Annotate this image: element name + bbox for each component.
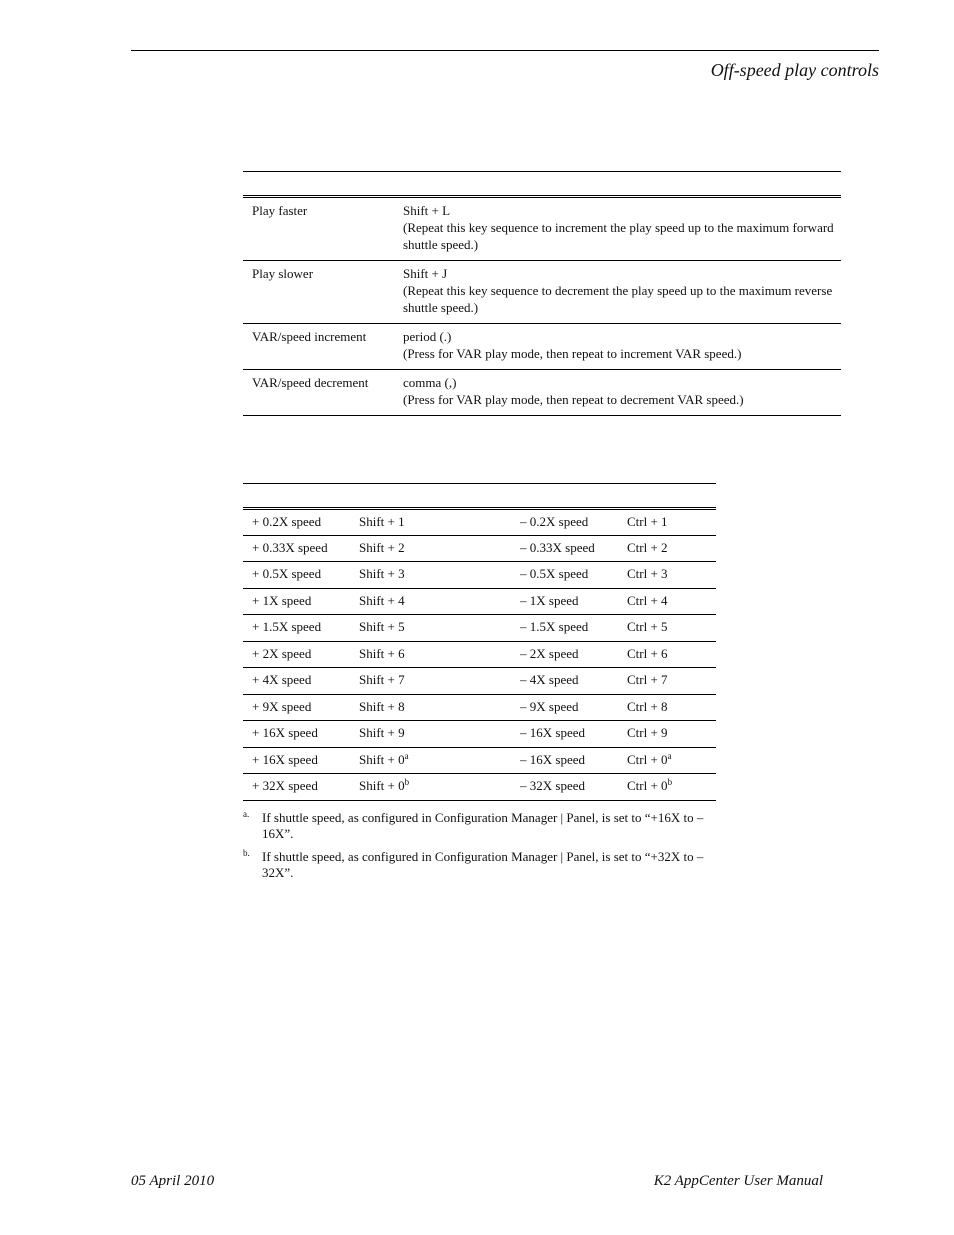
reverse-keys-cell-text: Ctrl + 0: [627, 751, 668, 767]
forward-keys-cell: [350, 747, 511, 774]
table-row: [243, 370, 841, 416]
reverse-keys-cell-text: Ctrl + 6: [627, 645, 668, 661]
reverse-speed-cell: [511, 588, 618, 615]
table-row: [243, 774, 716, 801]
reverse-speed-cell: [511, 509, 618, 536]
forward-keys-cell-text: Shift + 4: [359, 592, 405, 608]
shortcut-keys: Shift + L: [403, 203, 451, 218]
forward-keys-cell: [350, 641, 511, 668]
forward-speed-cell: [243, 509, 350, 536]
reverse-speed-cell: [511, 615, 618, 642]
reverse-keys-cell-text: Ctrl + 2: [627, 539, 668, 555]
table1-body: [243, 197, 841, 416]
table-row: [243, 588, 716, 615]
table2-top-rule: [243, 483, 716, 484]
shortcut-keys: period (.): [403, 329, 452, 344]
footnote-mark: a.: [243, 809, 250, 819]
shortcut-note: (Repeat this key sequence to increment the play speed up to the maximum forward shuttle speed.): [403, 220, 834, 252]
shortcut-note: (Repeat this key sequence to decrement the play speed up to the maximum reverse shuttle speed.): [403, 283, 833, 315]
forward-keys-cell: [350, 588, 511, 615]
table1-top-rule: [243, 171, 841, 172]
reverse-speed-cell: [511, 562, 618, 589]
forward-keys-cell-text: Shift + 0: [359, 751, 405, 767]
reverse-speed-cell: [511, 641, 618, 668]
forward-keys-cell-text: Shift + 5: [359, 619, 405, 634]
forward-speed-cell: [243, 641, 350, 668]
forward-keys-cell: [350, 694, 511, 721]
forward-keys-cell: [350, 535, 511, 562]
footnote-a: [243, 810, 723, 842]
reverse-keys-cell: [618, 694, 716, 721]
action-cell: VAR/speed decrement: [243, 370, 394, 416]
forward-speed-cell-text: + 0.33X speed: [252, 539, 328, 555]
forward-keys-cell: [350, 668, 511, 695]
forward-speed-cell-text: + 0.2X speed: [252, 514, 322, 529]
table-row: [243, 562, 716, 589]
forward-speed-cell: [243, 668, 350, 695]
table-row: [243, 694, 716, 721]
table-row: [243, 721, 716, 748]
table-row: [243, 747, 716, 774]
action-cell: VAR/speed increment: [243, 324, 394, 370]
reverse-keys-cell: [618, 588, 716, 615]
shortcut-cell: [394, 261, 841, 324]
forward-keys-cell-text: Shift + 3: [359, 566, 405, 581]
forward-speed-cell-text: + 16X speed: [252, 751, 318, 767]
reverse-keys-cell: [618, 535, 716, 562]
reverse-speed-cell: [511, 747, 618, 774]
forward-speed-cell-text: + 4X speed: [252, 672, 312, 687]
forward-speed-cell: [243, 588, 350, 615]
shortcut-cell: [394, 324, 841, 370]
reverse-keys-cell-text: Ctrl + 3: [627, 566, 668, 581]
forward-keys-cell: [350, 562, 511, 589]
reverse-keys-cell: [618, 668, 716, 695]
forward-keys-cell-text: Shift + 9: [359, 725, 405, 740]
reverse-speed-cell-text: – 4X speed: [520, 672, 579, 687]
shortcut-note: (Press for VAR play mode, then repeat to decrement VAR speed.): [403, 392, 744, 407]
forward-keys-cell-text: Shift + 0: [359, 778, 405, 793]
shortcut-cell: [394, 370, 841, 416]
forward-speed-cell: [243, 721, 350, 748]
reverse-keys-cell: [618, 747, 716, 774]
speed-shortcuts-table: [243, 507, 716, 801]
forward-speed-cell: [243, 615, 350, 642]
reverse-keys-cell: [618, 641, 716, 668]
reverse-speed-cell-text: – 0.33X speed: [520, 539, 595, 555]
keyboard-shortcuts-table: [243, 195, 841, 416]
reverse-keys-cell-text: Ctrl + 0: [627, 778, 668, 793]
forward-speed-cell: [243, 694, 350, 721]
footer-date: 05 April 2010: [131, 1173, 215, 1189]
shortcut-keys: comma (,): [403, 375, 457, 390]
reverse-keys-cell: [618, 721, 716, 748]
reverse-speed-cell: [511, 694, 618, 721]
footnote-ref: b: [667, 777, 673, 787]
forward-speed-cell-text: + 1X speed: [252, 592, 312, 608]
footnote-text: If shuttle speed, as configured in Configuration Manager | Panel, is set to “+32X to –32X”.: [262, 849, 704, 880]
reverse-speed-cell-text: – 32X speed: [520, 778, 585, 793]
forward-speed-cell-text: + 16X speed: [252, 725, 318, 740]
reverse-speed-cell: [511, 774, 618, 801]
forward-keys-cell-text: Shift + 8: [359, 698, 405, 714]
table-row: [243, 197, 841, 261]
reverse-speed-cell: [511, 721, 618, 748]
footnote-ref: a: [404, 750, 409, 761]
forward-speed-cell-text: + 32X speed: [252, 778, 318, 793]
table-row: [243, 641, 716, 668]
action-cell: Play faster: [243, 197, 394, 261]
reverse-speed-cell-text: – 16X speed: [520, 751, 585, 767]
footnote-ref: a: [667, 750, 672, 761]
forward-keys-cell-text: Shift + 2: [359, 539, 405, 555]
reverse-speed-cell-text: – 9X speed: [520, 698, 579, 714]
reverse-speed-cell-text: – 0.5X speed: [520, 566, 589, 581]
header-rule: [131, 50, 879, 51]
reverse-keys-cell: [618, 509, 716, 536]
reverse-keys-cell-text: Ctrl + 9: [627, 725, 668, 740]
reverse-keys-cell: [618, 774, 716, 801]
page-title: Off-speed play controls: [710, 60, 879, 80]
forward-keys-cell-text: Shift + 6: [359, 645, 405, 661]
forward-speed-cell-text: + 1.5X speed: [252, 619, 322, 634]
forward-keys-cell-text: Shift + 1: [359, 514, 405, 529]
reverse-speed-cell: [511, 668, 618, 695]
forward-speed-cell-text: + 2X speed: [252, 645, 312, 661]
footnote-b: [243, 849, 723, 881]
reverse-keys-cell: [618, 615, 716, 642]
forward-speed-cell: [243, 535, 350, 562]
reverse-speed-cell-text: – 1X speed: [520, 592, 579, 608]
forward-speed-cell: [243, 747, 350, 774]
forward-keys-cell: [350, 615, 511, 642]
reverse-keys-cell-text: Ctrl + 8: [627, 698, 668, 714]
table-row: [243, 535, 716, 562]
reverse-speed-cell-text: – 0.2X speed: [520, 514, 589, 529]
footer-manual-title: K2 AppCenter User Manual: [653, 1173, 823, 1189]
table2-body: [243, 509, 716, 801]
forward-keys-cell: [350, 774, 511, 801]
reverse-speed-cell: [511, 535, 618, 562]
footnote-mark: b.: [243, 848, 250, 858]
forward-speed-cell: [243, 562, 350, 589]
forward-keys-cell: [350, 721, 511, 748]
reverse-speed-cell-text: – 2X speed: [520, 645, 579, 661]
forward-speed-cell-text: + 0.5X speed: [252, 566, 322, 581]
forward-keys-cell-text: Shift + 7: [359, 672, 405, 687]
shortcut-note: (Press for VAR play mode, then repeat to increment VAR speed.): [403, 346, 742, 361]
footnote-text: If shuttle speed, as configured in Configuration Manager | Panel, is set to “+16X to –16X”.: [262, 810, 704, 841]
reverse-speed-cell-text: – 1.5X speed: [520, 619, 589, 634]
forward-speed-cell-text: + 9X speed: [252, 698, 312, 714]
table-row: [243, 509, 716, 536]
footnote-ref: b: [404, 777, 410, 787]
reverse-keys-cell-text: Ctrl + 4: [627, 592, 668, 608]
reverse-keys-cell-text: Ctrl + 1: [627, 514, 668, 529]
shortcut-keys: Shift + J: [403, 266, 448, 281]
action-cell: Play slower: [243, 261, 394, 324]
table-row: [243, 261, 841, 324]
table-row: [243, 324, 841, 370]
table-row: [243, 668, 716, 695]
reverse-speed-cell-text: – 16X speed: [520, 725, 585, 740]
table-row: [243, 615, 716, 642]
forward-speed-cell: [243, 774, 350, 801]
shortcut-cell: [394, 197, 841, 261]
reverse-keys-cell-text: Ctrl + 5: [627, 619, 668, 634]
reverse-keys-cell: [618, 562, 716, 589]
reverse-keys-cell-text: Ctrl + 7: [627, 672, 668, 687]
forward-keys-cell: [350, 509, 511, 536]
